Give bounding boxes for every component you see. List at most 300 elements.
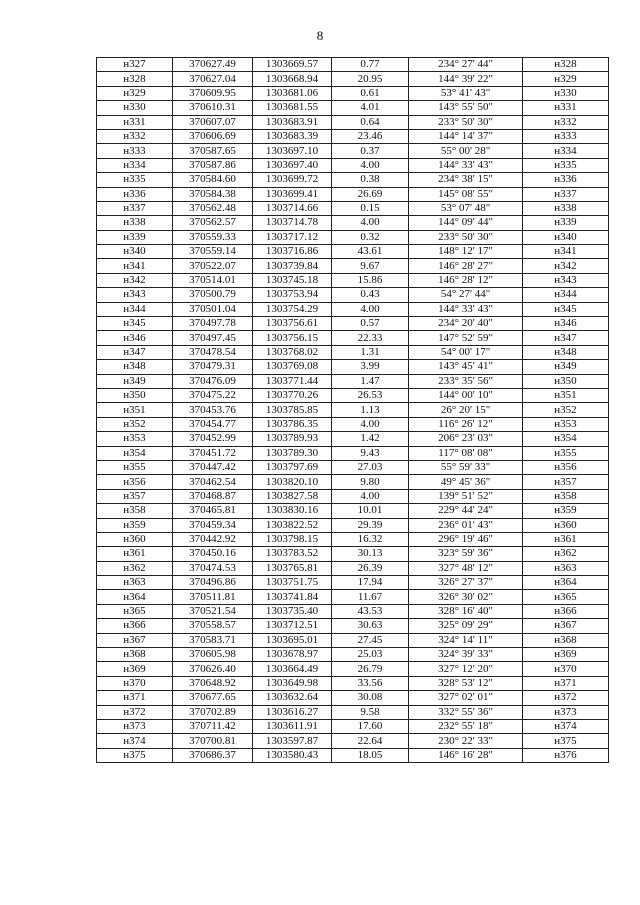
y-coordinate-cell: 1303681.55 [253, 101, 332, 115]
y-coordinate-cell: 1303822.52 [253, 518, 332, 532]
point-from-cell: н340 [97, 245, 173, 259]
point-to-cell: н330 [523, 86, 609, 100]
point-to-cell: н344 [523, 288, 609, 302]
table-row [97, 302, 609, 316]
distance-cell: 0.15 [332, 201, 409, 215]
bearing-cell: 54° 27' 44" [409, 288, 523, 302]
distance-cell: 25.03 [332, 648, 409, 662]
table-row [97, 590, 609, 604]
point-to-cell: н347 [523, 331, 609, 345]
bearing-cell: 233° 50' 30" [409, 115, 523, 129]
bearing-cell: 143° 55' 50" [409, 101, 523, 115]
table-row [97, 748, 609, 762]
point-to-cell: н353 [523, 417, 609, 431]
bearing-cell: 143° 45' 41" [409, 360, 523, 374]
table-row [97, 230, 609, 244]
y-coordinate-cell: 1303678.97 [253, 648, 332, 662]
x-coordinate-cell: 370468.87 [173, 489, 253, 503]
distance-cell: 0.77 [332, 58, 409, 72]
point-to-cell: н375 [523, 734, 609, 748]
table-row [97, 475, 609, 489]
point-from-cell: н371 [97, 691, 173, 705]
distance-cell: 26.69 [332, 187, 409, 201]
point-from-cell: н353 [97, 432, 173, 446]
x-coordinate-cell: 370465.81 [173, 504, 253, 518]
point-from-cell: н352 [97, 417, 173, 431]
y-coordinate-cell: 1303580.43 [253, 748, 332, 762]
point-to-cell: н335 [523, 158, 609, 172]
table-row [97, 331, 609, 345]
x-coordinate-cell: 370702.89 [173, 705, 253, 719]
y-coordinate-cell: 1303785.85 [253, 403, 332, 417]
point-from-cell: н332 [97, 129, 173, 143]
table-row [97, 58, 609, 72]
y-coordinate-cell: 1303697.40 [253, 158, 332, 172]
table-row [97, 288, 609, 302]
distance-cell: 43.53 [332, 604, 409, 618]
point-from-cell: н327 [97, 58, 173, 72]
table-row [97, 446, 609, 460]
bearing-cell: 326° 30' 02" [409, 590, 523, 604]
point-to-cell: н366 [523, 604, 609, 618]
point-from-cell: н348 [97, 360, 173, 374]
page-number: 8 [316, 28, 324, 43]
distance-cell: 9.43 [332, 446, 409, 460]
point-to-cell: н371 [523, 676, 609, 690]
table-row [97, 576, 609, 590]
y-coordinate-cell: 1303697.10 [253, 144, 332, 158]
x-coordinate-cell: 370511.81 [173, 590, 253, 604]
point-to-cell: н337 [523, 187, 609, 201]
x-coordinate-cell: 370559.33 [173, 230, 253, 244]
coordinates-table-body [97, 58, 609, 763]
table-row [97, 719, 609, 733]
point-to-cell: н336 [523, 173, 609, 187]
distance-cell: 3.99 [332, 360, 409, 374]
point-from-cell: н361 [97, 547, 173, 561]
bearing-cell: 327° 12' 20" [409, 662, 523, 676]
point-to-cell: н373 [523, 705, 609, 719]
bearing-cell: 147° 52' 59" [409, 331, 523, 345]
x-coordinate-cell: 370609.95 [173, 86, 253, 100]
distance-cell: 18.05 [332, 748, 409, 762]
bearing-cell: 54° 00' 17" [409, 345, 523, 359]
x-coordinate-cell: 370462.54 [173, 475, 253, 489]
y-coordinate-cell: 1303754.29 [253, 302, 332, 316]
point-from-cell: н341 [97, 259, 173, 273]
y-coordinate-cell: 1303827.58 [253, 489, 332, 503]
y-coordinate-cell: 1303830.16 [253, 504, 332, 518]
y-coordinate-cell: 1303789.93 [253, 432, 332, 446]
distance-cell: 16.32 [332, 532, 409, 546]
point-from-cell: н349 [97, 374, 173, 388]
x-coordinate-cell: 370677.65 [173, 691, 253, 705]
point-to-cell: н345 [523, 302, 609, 316]
x-coordinate-cell: 370711.42 [173, 719, 253, 733]
bearing-cell: 55° 00' 28" [409, 144, 523, 158]
distance-cell: 22.33 [332, 331, 409, 345]
y-coordinate-cell: 1303797.69 [253, 460, 332, 474]
table-row [97, 388, 609, 402]
point-to-cell: н372 [523, 691, 609, 705]
point-to-cell: н341 [523, 245, 609, 259]
point-from-cell: н342 [97, 273, 173, 287]
bearing-cell: 324° 14' 11" [409, 633, 523, 647]
point-to-cell: н334 [523, 144, 609, 158]
point-to-cell: н349 [523, 360, 609, 374]
table-row [97, 129, 609, 143]
x-coordinate-cell: 370497.78 [173, 317, 253, 331]
x-coordinate-cell: 370476.09 [173, 374, 253, 388]
x-coordinate-cell: 370686.37 [173, 748, 253, 762]
point-to-cell: н343 [523, 273, 609, 287]
bearing-cell: 53° 41' 43" [409, 86, 523, 100]
x-coordinate-cell: 370587.86 [173, 158, 253, 172]
y-coordinate-cell: 1303768.02 [253, 345, 332, 359]
x-coordinate-cell: 370497.45 [173, 331, 253, 345]
table-row [97, 547, 609, 561]
y-coordinate-cell: 1303611.91 [253, 719, 332, 733]
point-to-cell: н340 [523, 230, 609, 244]
distance-cell: 27.03 [332, 460, 409, 474]
point-from-cell: н368 [97, 648, 173, 662]
x-coordinate-cell: 370627.04 [173, 72, 253, 86]
bearing-cell: 327° 02' 01" [409, 691, 523, 705]
x-coordinate-cell: 370559.14 [173, 245, 253, 259]
distance-cell: 4.00 [332, 158, 409, 172]
point-to-cell: н369 [523, 648, 609, 662]
x-coordinate-cell: 370626.40 [173, 662, 253, 676]
bearing-cell: 332° 55' 36" [409, 705, 523, 719]
point-from-cell: н343 [97, 288, 173, 302]
point-to-cell: н339 [523, 216, 609, 230]
distance-cell: 1.47 [332, 374, 409, 388]
distance-cell: 43.61 [332, 245, 409, 259]
point-to-cell: н364 [523, 576, 609, 590]
x-coordinate-cell: 370451.72 [173, 446, 253, 460]
y-coordinate-cell: 1303756.61 [253, 317, 332, 331]
x-coordinate-cell: 370452.99 [173, 432, 253, 446]
bearing-cell: 234° 38' 15" [409, 173, 523, 187]
point-to-cell: н351 [523, 388, 609, 402]
bearing-cell: 229° 44' 24" [409, 504, 523, 518]
table-row [97, 532, 609, 546]
x-coordinate-cell: 370558.57 [173, 619, 253, 633]
bearing-cell: 146° 28' 27" [409, 259, 523, 273]
distance-cell: 4.00 [332, 216, 409, 230]
point-from-cell: н339 [97, 230, 173, 244]
y-coordinate-cell: 1303789.30 [253, 446, 332, 460]
point-to-cell: н358 [523, 489, 609, 503]
table-row [97, 273, 609, 287]
y-coordinate-cell: 1303714.78 [253, 216, 332, 230]
x-coordinate-cell: 370496.86 [173, 576, 253, 590]
bearing-cell: 55° 59' 33" [409, 460, 523, 474]
distance-cell: 0.61 [332, 86, 409, 100]
table-row [97, 504, 609, 518]
bearing-cell: 144° 00' 10" [409, 388, 523, 402]
point-from-cell: н330 [97, 101, 173, 115]
table-row [97, 201, 609, 215]
y-coordinate-cell: 1303681.06 [253, 86, 332, 100]
point-to-cell: н350 [523, 374, 609, 388]
distance-cell: 26.53 [332, 388, 409, 402]
table-row [97, 173, 609, 187]
point-to-cell: н355 [523, 446, 609, 460]
distance-cell: 29.39 [332, 518, 409, 532]
point-to-cell: н342 [523, 259, 609, 273]
table-row [97, 518, 609, 532]
distance-cell: 17.60 [332, 719, 409, 733]
x-coordinate-cell: 370562.48 [173, 201, 253, 215]
bearing-cell: 325° 09' 29" [409, 619, 523, 633]
distance-cell: 10.01 [332, 504, 409, 518]
table-row [97, 734, 609, 748]
bearing-cell: 53° 07' 48" [409, 201, 523, 215]
table-row [97, 691, 609, 705]
point-to-cell: н352 [523, 403, 609, 417]
distance-cell: 0.32 [332, 230, 409, 244]
point-from-cell: н354 [97, 446, 173, 460]
point-to-cell: н332 [523, 115, 609, 129]
point-from-cell: н347 [97, 345, 173, 359]
point-to-cell: н328 [523, 58, 609, 72]
y-coordinate-cell: 1303783.52 [253, 547, 332, 561]
x-coordinate-cell: 370521.54 [173, 604, 253, 618]
distance-cell: 0.38 [332, 173, 409, 187]
distance-cell: 27.45 [332, 633, 409, 647]
table-row [97, 662, 609, 676]
point-from-cell: н337 [97, 201, 173, 215]
table-row [97, 619, 609, 633]
table-row [97, 216, 609, 230]
x-coordinate-cell: 370453.76 [173, 403, 253, 417]
y-coordinate-cell: 1303739.84 [253, 259, 332, 273]
x-coordinate-cell: 370447.42 [173, 460, 253, 474]
distance-cell: 1.13 [332, 403, 409, 417]
distance-cell: 22.64 [332, 734, 409, 748]
bearing-cell: 144° 33' 43" [409, 302, 523, 316]
bearing-cell: 323° 59' 36" [409, 547, 523, 561]
point-to-cell: н374 [523, 719, 609, 733]
point-from-cell: н334 [97, 158, 173, 172]
table-row [97, 158, 609, 172]
x-coordinate-cell: 370584.60 [173, 173, 253, 187]
table-row [97, 460, 609, 474]
table-row [97, 101, 609, 115]
table-row [97, 245, 609, 259]
x-coordinate-cell: 370442.92 [173, 532, 253, 546]
y-coordinate-cell: 1303597.87 [253, 734, 332, 748]
y-coordinate-cell: 1303771.44 [253, 374, 332, 388]
point-from-cell: н358 [97, 504, 173, 518]
point-to-cell: н333 [523, 129, 609, 143]
distance-cell: 4.00 [332, 302, 409, 316]
table-row [97, 72, 609, 86]
point-from-cell: н363 [97, 576, 173, 590]
bearing-cell: 230° 22' 33" [409, 734, 523, 748]
table-row [97, 417, 609, 431]
y-coordinate-cell: 1303717.12 [253, 230, 332, 244]
y-coordinate-cell: 1303699.41 [253, 187, 332, 201]
distance-cell: 26.79 [332, 662, 409, 676]
distance-cell: 15.86 [332, 273, 409, 287]
y-coordinate-cell: 1303820.10 [253, 475, 332, 489]
table-row [97, 561, 609, 575]
point-to-cell: н368 [523, 633, 609, 647]
point-to-cell: н348 [523, 345, 609, 359]
bearing-cell: 234° 27' 44" [409, 58, 523, 72]
x-coordinate-cell: 370648.92 [173, 676, 253, 690]
table-row [97, 633, 609, 647]
table-row [97, 115, 609, 129]
y-coordinate-cell: 1303695.01 [253, 633, 332, 647]
y-coordinate-cell: 1303683.39 [253, 129, 332, 143]
bearing-cell: 146° 28' 12" [409, 273, 523, 287]
point-from-cell: н359 [97, 518, 173, 532]
bearing-cell: 49° 45' 36" [409, 475, 523, 489]
point-from-cell: н374 [97, 734, 173, 748]
bearing-cell: 144° 39' 22" [409, 72, 523, 86]
y-coordinate-cell: 1303745.18 [253, 273, 332, 287]
bearing-cell: 236° 01' 43" [409, 518, 523, 532]
point-from-cell: н366 [97, 619, 173, 633]
bearing-cell: 233° 35' 56" [409, 374, 523, 388]
bearing-cell: 144° 33' 43" [409, 158, 523, 172]
point-from-cell: н373 [97, 719, 173, 733]
point-to-cell: н367 [523, 619, 609, 633]
y-coordinate-cell: 1303756.15 [253, 331, 332, 345]
bearing-cell: 296° 19' 46" [409, 532, 523, 546]
point-to-cell: н346 [523, 317, 609, 331]
y-coordinate-cell: 1303668.94 [253, 72, 332, 86]
point-from-cell: н338 [97, 216, 173, 230]
point-from-cell: н356 [97, 475, 173, 489]
y-coordinate-cell: 1303753.94 [253, 288, 332, 302]
x-coordinate-cell: 370501.04 [173, 302, 253, 316]
distance-cell: 4.01 [332, 101, 409, 115]
y-coordinate-cell: 1303714.66 [253, 201, 332, 215]
point-from-cell: н372 [97, 705, 173, 719]
point-from-cell: н328 [97, 72, 173, 86]
x-coordinate-cell: 370607.07 [173, 115, 253, 129]
y-coordinate-cell: 1303683.91 [253, 115, 332, 129]
x-coordinate-cell: 370610.31 [173, 101, 253, 115]
point-to-cell: н359 [523, 504, 609, 518]
y-coordinate-cell: 1303769.08 [253, 360, 332, 374]
distance-cell: 33.56 [332, 676, 409, 690]
point-to-cell: н338 [523, 201, 609, 215]
y-coordinate-cell: 1303664.49 [253, 662, 332, 676]
point-from-cell: н329 [97, 86, 173, 100]
point-from-cell: н331 [97, 115, 173, 129]
distance-cell: 0.64 [332, 115, 409, 129]
x-coordinate-cell: 370562.57 [173, 216, 253, 230]
table-row [97, 489, 609, 503]
x-coordinate-cell: 370459.34 [173, 518, 253, 532]
distance-cell: 11.67 [332, 590, 409, 604]
x-coordinate-cell: 370583.71 [173, 633, 253, 647]
point-from-cell: н360 [97, 532, 173, 546]
x-coordinate-cell: 370474.53 [173, 561, 253, 575]
table-row [97, 604, 609, 618]
point-from-cell: н336 [97, 187, 173, 201]
x-coordinate-cell: 370475.22 [173, 388, 253, 402]
bearing-cell: 26° 20' 15" [409, 403, 523, 417]
table-row [97, 403, 609, 417]
point-from-cell: н365 [97, 604, 173, 618]
x-coordinate-cell: 370454.77 [173, 417, 253, 431]
distance-cell: 30.63 [332, 619, 409, 633]
distance-cell: 0.43 [332, 288, 409, 302]
x-coordinate-cell: 370700.81 [173, 734, 253, 748]
point-from-cell: н333 [97, 144, 173, 158]
point-from-cell: н375 [97, 748, 173, 762]
table-row [97, 187, 609, 201]
x-coordinate-cell: 370627.49 [173, 58, 253, 72]
x-coordinate-cell: 370587.65 [173, 144, 253, 158]
point-from-cell: н369 [97, 662, 173, 676]
distance-cell: 1.42 [332, 432, 409, 446]
distance-cell: 1.31 [332, 345, 409, 359]
y-coordinate-cell: 1303649.98 [253, 676, 332, 690]
bearing-cell: 233° 50' 30" [409, 230, 523, 244]
distance-cell: 30.13 [332, 547, 409, 561]
y-coordinate-cell: 1303770.26 [253, 388, 332, 402]
table-row [97, 259, 609, 273]
distance-cell: 9.58 [332, 705, 409, 719]
bearing-cell: 234° 20' 40" [409, 317, 523, 331]
x-coordinate-cell: 370450.16 [173, 547, 253, 561]
bearing-cell: 146° 16' 28" [409, 748, 523, 762]
table-row [97, 648, 609, 662]
y-coordinate-cell: 1303741.84 [253, 590, 332, 604]
bearing-cell: 328° 53' 12" [409, 676, 523, 690]
distance-cell: 17.94 [332, 576, 409, 590]
table-row [97, 705, 609, 719]
x-coordinate-cell: 370522.07 [173, 259, 253, 273]
point-to-cell: н329 [523, 72, 609, 86]
bearing-cell: 328° 16' 40" [409, 604, 523, 618]
point-to-cell: н376 [523, 748, 609, 762]
x-coordinate-cell: 370606.69 [173, 129, 253, 143]
point-from-cell: н351 [97, 403, 173, 417]
point-to-cell: н331 [523, 101, 609, 115]
x-coordinate-cell: 370500.79 [173, 288, 253, 302]
point-from-cell: н367 [97, 633, 173, 647]
distance-cell: 9.80 [332, 475, 409, 489]
point-from-cell: н346 [97, 331, 173, 345]
y-coordinate-cell: 1303712.51 [253, 619, 332, 633]
point-to-cell: н360 [523, 518, 609, 532]
point-to-cell: н357 [523, 475, 609, 489]
bearing-cell: 326° 27' 37" [409, 576, 523, 590]
y-coordinate-cell: 1303798.15 [253, 532, 332, 546]
table-row [97, 144, 609, 158]
y-coordinate-cell: 1303751.75 [253, 576, 332, 590]
x-coordinate-cell: 370478.54 [173, 345, 253, 359]
distance-cell: 9.67 [332, 259, 409, 273]
distance-cell: 23.46 [332, 129, 409, 143]
bearing-cell: 145° 08' 55" [409, 187, 523, 201]
point-from-cell: н370 [97, 676, 173, 690]
bearing-cell: 232° 55' 18" [409, 719, 523, 733]
table-row [97, 86, 609, 100]
point-to-cell: н370 [523, 662, 609, 676]
y-coordinate-cell: 1303632.64 [253, 691, 332, 705]
table-row [97, 374, 609, 388]
point-from-cell: н362 [97, 561, 173, 575]
